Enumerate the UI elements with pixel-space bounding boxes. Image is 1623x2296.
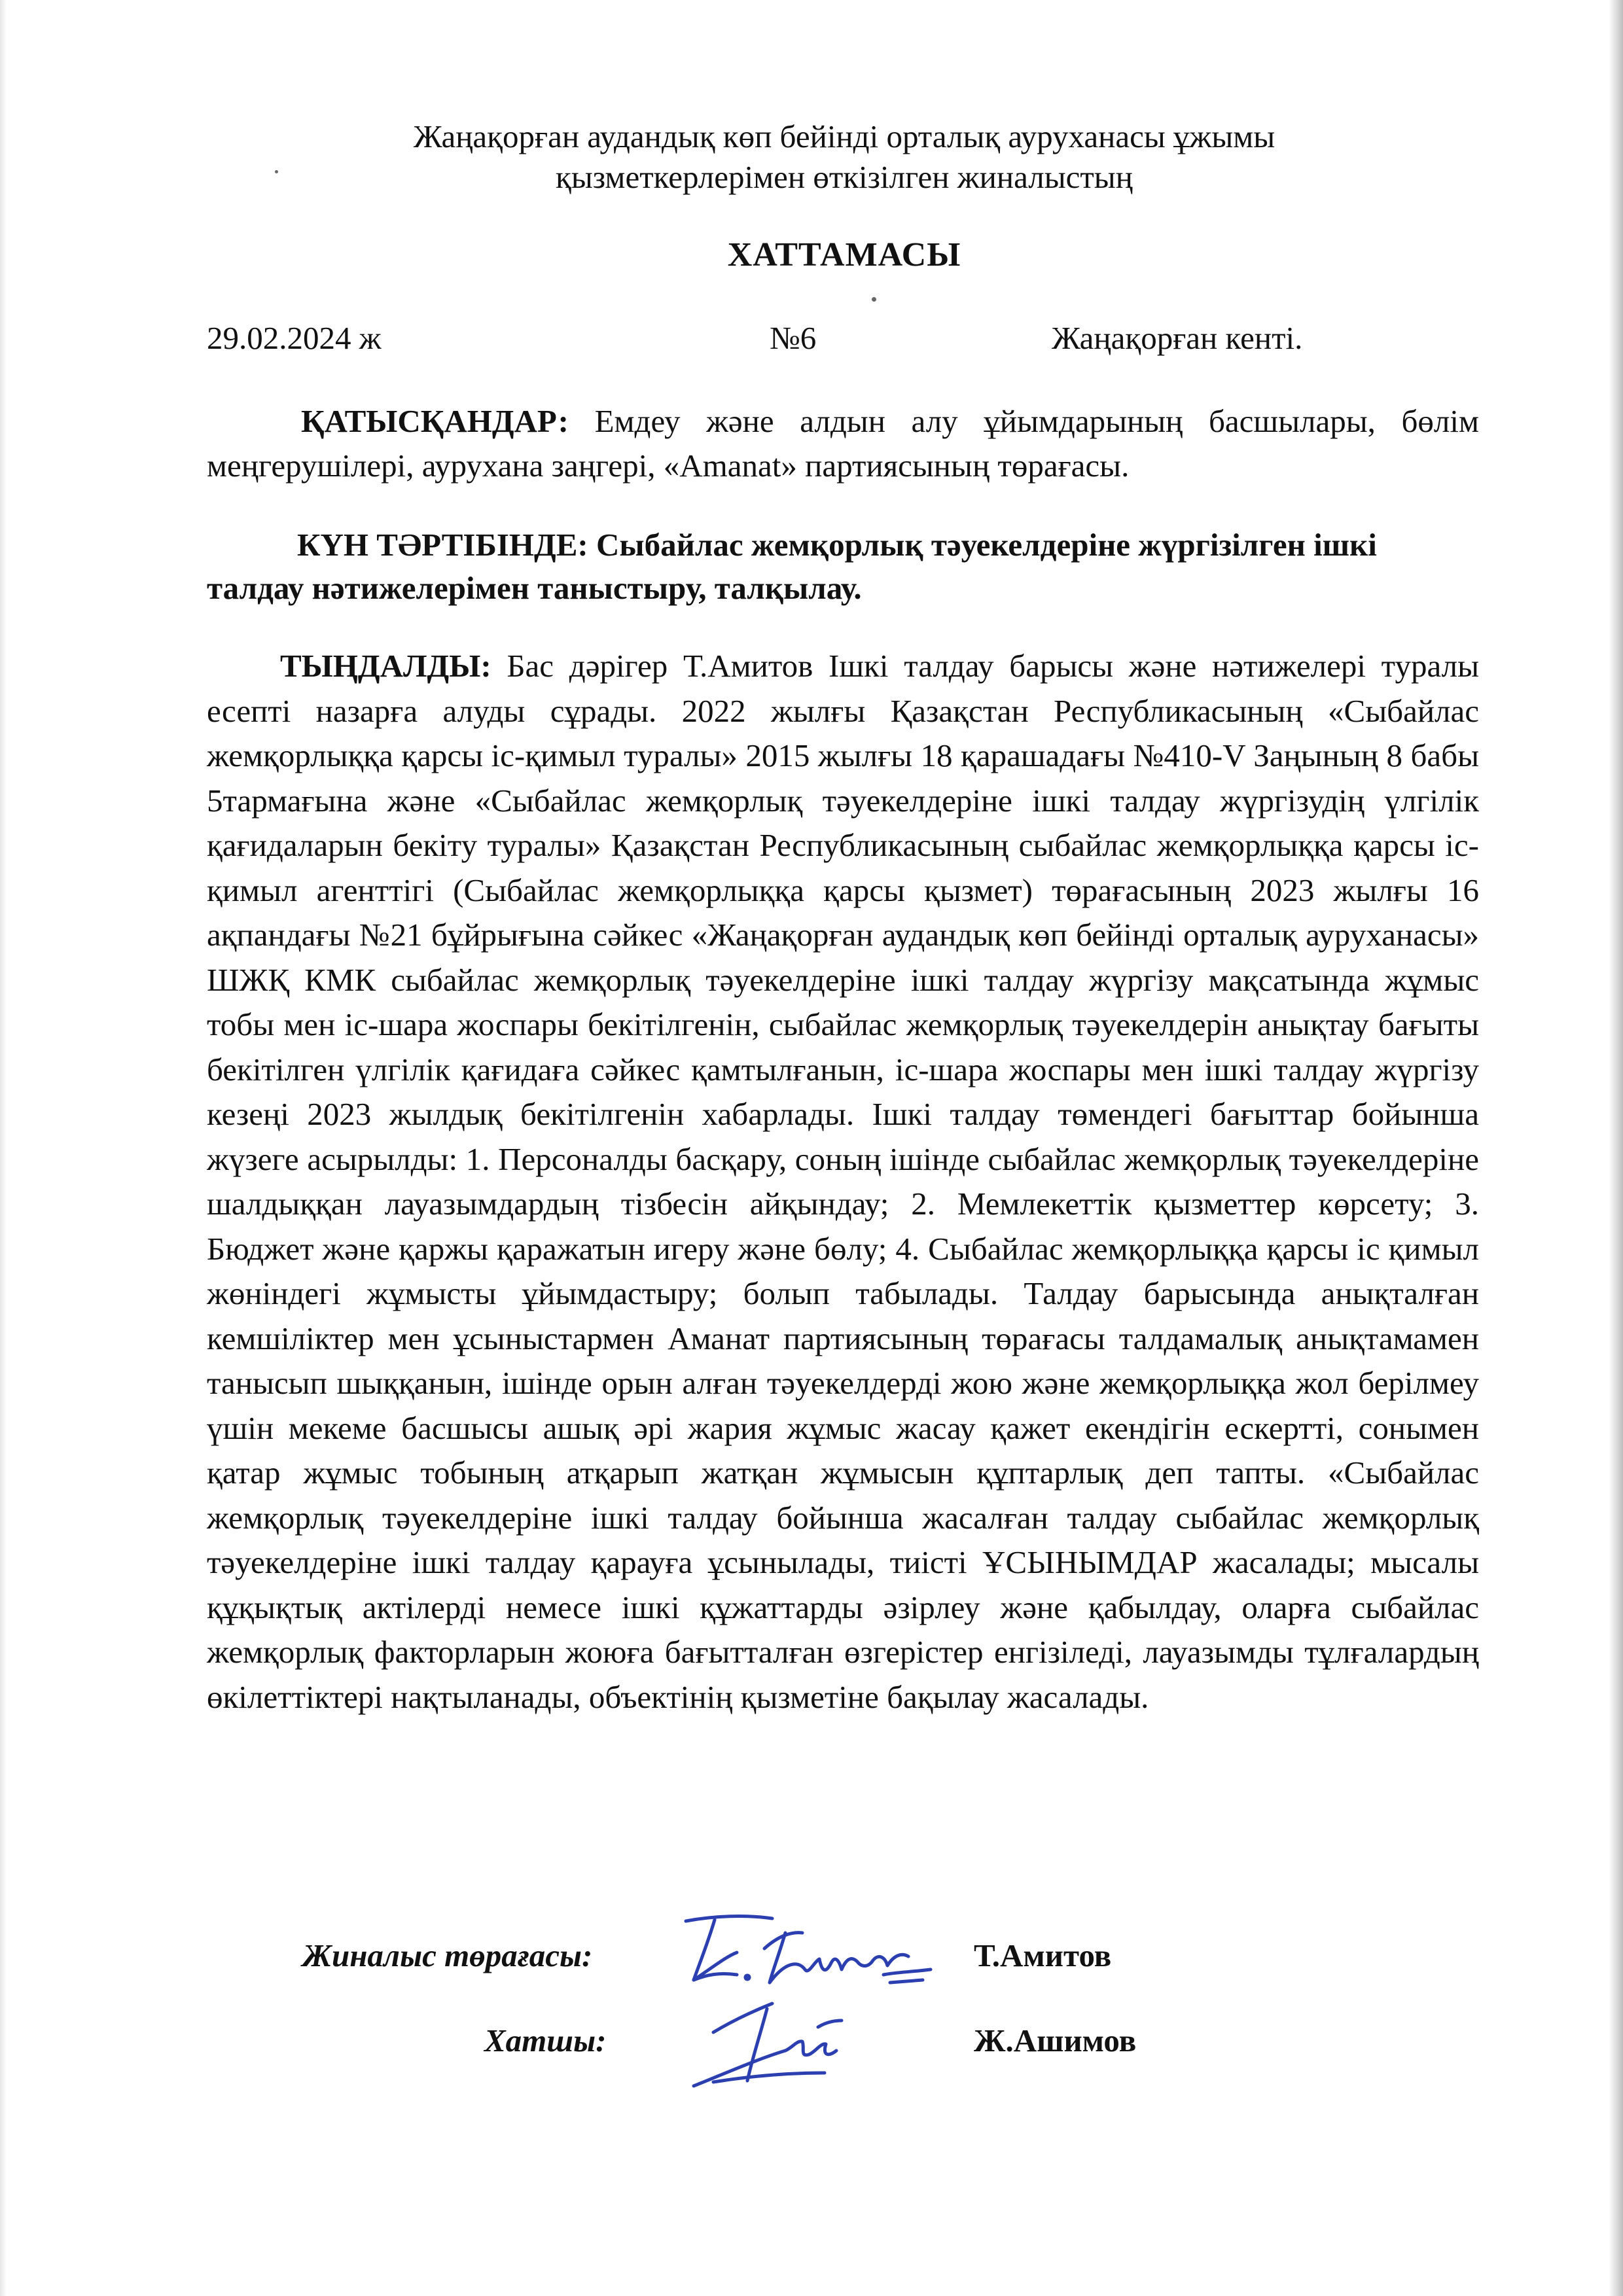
heard-text: Бас дәрігер Т.Амитов Ішкі талдау барысы және нәтижелері туралы есепті назарға алуды сұрады. 2022 жылғы Қазақстан Республикасының «Сыбайлас жемқорлыққа қарсы іс-қимыл туралы» 2015 жылғы 18 қарашадағы №410-V Заңының 8 бабы 5тармағына және «Сыбайлас жемқорлық тәуекелдеріне ішкі талдау жүргізудің үлгілік қағидаларын бекіту туралы» Қазақстан Республикасының сыбайлас жемқорлыққа қарсы іс-қимыл агенттігі (Сыбайлас жемқорлыққа қарсы қызмет) төрағасының 2023 жылғы 16 ақпандағы №21 бұйрығына сәйкес «Жаңақорған аудандық көп бейінді орталық ауруханасы» ШЖҚ КМК сыбайлас жемқорлық тәуекелдеріне ішкі талдау жүргізу мақсатында жұмыс тобы мен іс-шара жоспары бекітілгенін, сыбайлас жемқорлық тәуекелдерін анықтау бағыты бекітілген үлгілік қағидаға сәйкес қамтылғанын, іс-шара жоспары мен ішкі талдау жүргізу кезеңі 2023 жылдық бекітілгенін хабарлады. Ішкі талдау төмендегі бағыттар бойынша жүзеге асырылды: 1. Персоналды басқару, соның ішінде сыбайлас жемқорлық тәуекелдеріне шалдыққан лауазымдардың тізбесін айқындау; 2. Мемлекеттік қызметтер көрсету; 3. Бюджет және қаржы қаражатын игеру және бөлу; 4. Сыбайлас жемқорлыққа қарсы іс қимыл жөніндегі жұмысты ұйымдастыру; болып табылады. Талдау барысында анықталған кемшіліктер мен ұсыныстармен Аманат партиясының төрағасы талдамалық анықтамамен танысып шыққанын, ішінде орын алған тәуекелдерді жою және жемқорлыққа жол берілмеу үшін мекеме басшысы ашық әрі жария жұмыс жасау қажет екендігін ескертті, сонымен қатар жұмыс тобының атқарып жатқан жұмысын құптарлық деп тапты. «Сыбайлас жемқорлық тәуекелдеріне ішкі талдау бойынша жасалған талдау сыбайлас жемқорлық тәуекелдеріне ішкі талдау қарауға ұсынылады, тиісті ҰСЫНЫМДАР жасалады; мысалы құқықтық актілерді немесе ішкі құжаттарды әзірлеу және қабылдау, оларға сыбайлас жемқорлық факторларын жоюға бағытталған өзгерістер енгізіледі, лауазымды тұлғалардың өкілеттіктері нақтыланады, объектінің қызметіне бақылау жасалады.	[207, 648, 1479, 1715]
heard-label: ТЫҢДАЛДЫ:	[280, 648, 491, 684]
attendees-text: Емдеу және алдын алу ұйымдарының басшылары, бөлім меңгерушілері, аурухана заңгері, «Amanat» партиясының төрағасы.	[207, 403, 1479, 484]
heard-paragraph	[207, 644, 1479, 1720]
meeting-date: 29.02.2024 ж	[207, 320, 382, 356]
agenda-text: Сыбайлас жемқорлық тәуекелдеріне жүргізілген ішкі талдау нәтижелерімен таныстыру, талқылау.	[207, 527, 1377, 606]
document-header	[196, 116, 1492, 198]
secretary-signature-image	[687, 1994, 883, 2093]
secretary-name: Ж.Ашимов	[974, 2022, 1137, 2058]
attendees-paragraph	[207, 399, 1479, 488]
chair-signature-image	[674, 1909, 936, 1994]
meeting-place: Жаңақорған кенті.	[1052, 320, 1303, 356]
chair-name: Т.Амитов	[974, 1937, 1112, 1973]
document-title: ХАТТАМАСЫ	[727, 236, 961, 274]
attendees-label: ҚАТЫСҚАНДАР:	[301, 403, 569, 439]
scan-edge-left	[0, 0, 7, 2296]
header-line-1: Жаңақорған аудандық көп бейінді орталық ауруханасы ұжымы	[413, 118, 1275, 154]
agenda-label: КҮН ТӘРТІБІНДЕ:	[297, 527, 588, 563]
scan-speck	[872, 297, 876, 302]
protocol-number: №6	[770, 320, 817, 356]
header-line-2: қызметкерлерімен өткізілген жиналыстың	[556, 159, 1133, 195]
chair-label: Жиналыс төрағасы:	[302, 1937, 593, 1973]
scan-edge-right	[1609, 0, 1623, 2296]
secretary-label: Хатшы:	[484, 2022, 607, 2058]
agenda-paragraph	[207, 523, 1479, 610]
